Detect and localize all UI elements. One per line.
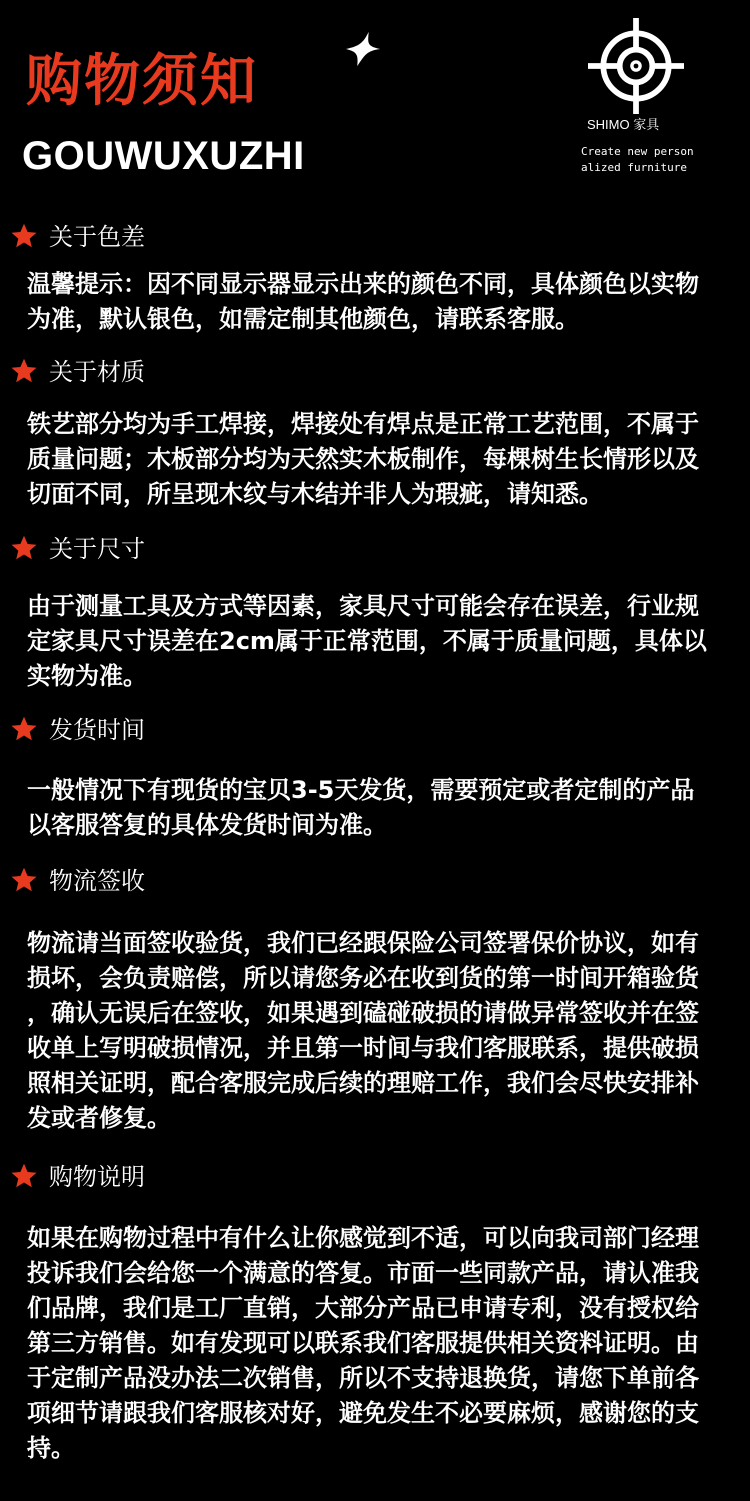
body-line: 温馨提示：因不同显示器显示出来的颜色不同，具体颜色以实物 bbox=[27, 270, 699, 298]
sparkle-icon bbox=[344, 30, 382, 68]
body-line: 项细节请跟我们客服核对好，避免发生不必要麻烦，感谢您的支 bbox=[27, 1399, 699, 1427]
section-title: 发货时间 bbox=[49, 716, 145, 744]
body-line: 收单上写明破损情况，并且第一时间与我们客服联系，提供破损 bbox=[27, 1034, 699, 1062]
body-line: 质量问题；木板部分均为天然实木板制作，每棵树生长情形以及 bbox=[27, 445, 699, 473]
body-line: 发或者修复。 bbox=[27, 1104, 171, 1132]
star-icon bbox=[10, 715, 38, 743]
page-header bbox=[0, 0, 750, 200]
body-line: 定家具尺寸误差在2cm属于正常范围，不属于质量问题，具体以 bbox=[27, 627, 707, 655]
body-line: 为准，默认银色，如需定制其他颜色，请联系客服。 bbox=[27, 305, 579, 333]
body-line: 一般情况下有现货的宝贝3-5天发货，需要预定或者定制的产品 bbox=[27, 776, 695, 804]
tagline-line: Create new person bbox=[581, 145, 694, 158]
section-body bbox=[27, 926, 717, 1136]
body-line: 如果在购物过程中有什么让你感觉到不适，可以向我司部门经理 bbox=[27, 1224, 699, 1252]
tagline-line: alized furniture bbox=[581, 161, 687, 174]
section-material bbox=[0, 357, 750, 508]
star-icon bbox=[10, 534, 38, 562]
section-title: 关于色差 bbox=[49, 223, 145, 251]
section-shopping-notes bbox=[0, 1162, 750, 1462]
section-shipping-time bbox=[0, 715, 750, 839]
body-line: 第三方销售。如有发现可以联系我们客服提供相关资料证明。由 bbox=[27, 1329, 699, 1357]
section-title: 关于材质 bbox=[49, 358, 145, 386]
body-line: 们品牌，我们是工厂直销，大部分产品已申请专利，没有授权给 bbox=[27, 1294, 699, 1322]
section-body bbox=[27, 1221, 717, 1466]
section-body bbox=[27, 773, 717, 843]
body-line: 铁艺部分均为手工焊接，焊接处有焊点是正常工艺范围，不属于 bbox=[27, 410, 699, 438]
section-title: 购物说明 bbox=[49, 1163, 145, 1191]
section-title: 关于尺寸 bbox=[49, 535, 145, 563]
star-icon bbox=[10, 222, 38, 250]
body-line: 投诉我们会给您一个满意的答复。市面一些同款产品，请认准我 bbox=[27, 1259, 699, 1287]
body-line: ，确认无误后在签收，如果遇到磕碰破损的请做异常签收并在签 bbox=[27, 999, 699, 1027]
section-body bbox=[27, 267, 717, 337]
body-line: 照相关证明，配合客服完成后续的理赔工作，我们会尽快安排补 bbox=[27, 1069, 699, 1097]
brand-name: SHIMO 家具 bbox=[587, 117, 660, 132]
page-subtitle: GOUWUXUZHI bbox=[22, 134, 305, 178]
section-color-difference bbox=[0, 222, 750, 333]
body-line: 于定制产品没办法二次销售，所以不支持退换货，请您下单前各 bbox=[27, 1364, 699, 1392]
brand-tagline bbox=[581, 144, 694, 176]
body-line: 物流请当面签收验货，我们已经跟保险公司签署保价协议，如有 bbox=[27, 929, 699, 957]
section-title: 物流签收 bbox=[49, 867, 145, 895]
body-line: 切面不同，所呈现木纹与木结并非人为瑕疵，请知悉。 bbox=[27, 480, 603, 508]
body-line: 实物为准。 bbox=[27, 662, 147, 690]
page-title: 购物须知 bbox=[26, 49, 258, 114]
crosshair-logo-icon bbox=[588, 18, 684, 114]
section-logistics-signoff bbox=[0, 866, 750, 1132]
star-icon bbox=[10, 1162, 38, 1190]
body-line: 持。 bbox=[27, 1434, 75, 1462]
body-line: 由于测量工具及方式等因素，家具尺寸可能会存在误差，行业规 bbox=[27, 592, 699, 620]
section-size bbox=[0, 534, 750, 690]
body-line: 损坏，会负责赔偿，所以请您务必在收到货的第一时间开箱验货 bbox=[27, 964, 699, 992]
body-line: 以客服答复的具体发货时间为准。 bbox=[27, 811, 387, 839]
star-icon bbox=[10, 866, 38, 894]
section-body bbox=[27, 589, 717, 694]
star-icon bbox=[10, 357, 38, 385]
section-body bbox=[27, 407, 717, 512]
